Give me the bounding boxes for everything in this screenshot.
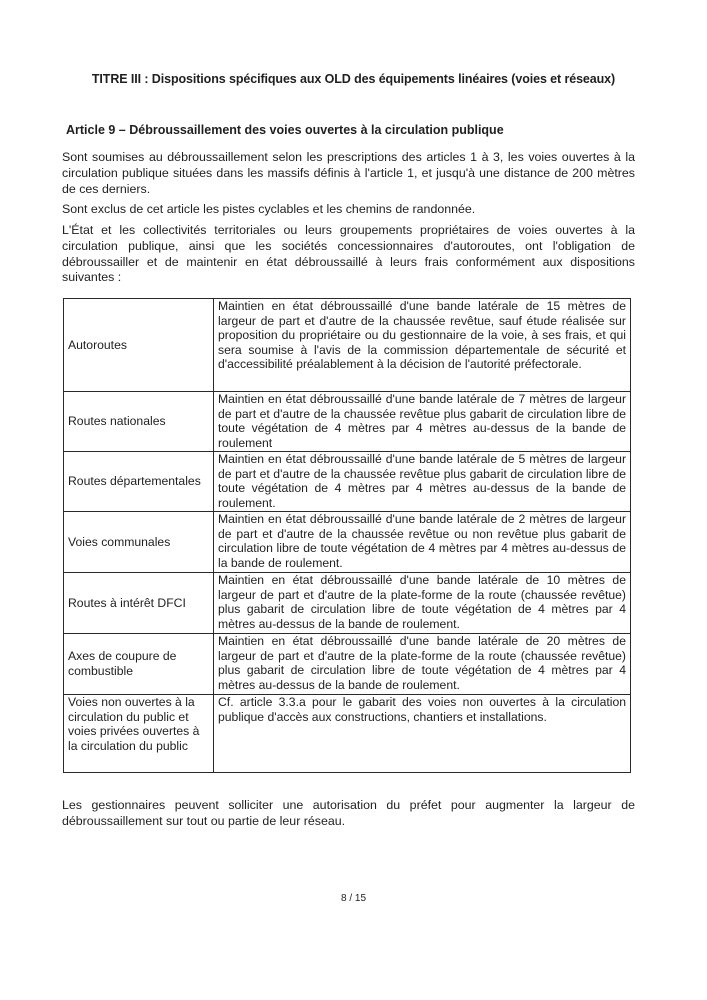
table-row (64, 452, 631, 512)
row-description: Maintien en état débroussaillé d'une bande latérale de 15 mètres de largeur de part et d'autre de la chaussée revêtue, sauf étude réalisée sur proposition du propriétaire ou du gestionnaire de la voie, à ses frais, et qui sera soumise à l'avis de la commission départementale de sécurité et d'accessibilité préalablement à la décision de l'autorité préfectorale. (214, 299, 631, 392)
row-category: Routes à intérêt DFCI (64, 573, 214, 634)
row-category: Routes départementales (64, 452, 214, 512)
table-row (64, 695, 631, 773)
section-title: TITRE III : Dispositions spécifiques aux OLD des équipements linéaires (voies et réseaux) (91, 72, 616, 86)
table-row (64, 299, 631, 392)
row-description: Maintien en état débroussaillé d'une bande latérale de 2 mètres de largeur de part et d'autre de la chaussée revêtue ou non revêtue plus gabarit de circulation libre de toute végétation de 4 mètres par 4 mètres au-dessus de la bande de roulement. (214, 512, 631, 573)
row-description: Maintien en état débroussaillé d'une bande latérale de 5 mètres de largeur de part et d'autre de la chaussée revêtue plus gabarit de circulation libre de toute végétation de 4 mètres par 4 mètres au-dessus de la bande de roulement. (214, 452, 631, 512)
table-row (64, 512, 631, 573)
road-clearing-table (63, 298, 631, 773)
row-description: Maintien en état débroussaillé d'une bande latérale de 20 mètres de largeur de part et d'autre de la plate-forme de la route (chaussée revêtue) plus gabarit de circulation libre de toute végétation de 4 mètres par 4 mètres au-dessus de la bande de roulement. (214, 634, 631, 695)
row-category: Autoroutes (64, 299, 214, 392)
row-category: Voies non ouvertes à la circulation du public et voies privées ouvertes à la circulation du public (64, 695, 214, 773)
row-description: Cf. article 3.3.a pour le gabarit des voies non ouvertes à la circulation publique d'accès aux constructions, chantiers et installations. (214, 695, 631, 773)
row-category: Routes nationales (64, 392, 214, 452)
page-number: 8 / 15 (340, 893, 367, 904)
row-category: Voies communales (64, 512, 214, 573)
row-description: Maintien en état débroussaillé d'une bande latérale de 7 mètres de largeur de part et d'autre de la chaussée revêtue plus gabarit de circulation libre de toute végétation de 4 mètres par 4 mètres au-dessus de la bande de roulement (214, 392, 631, 452)
table-row (64, 392, 631, 452)
footer-note: Les gestionnaires peuvent solliciter une autorisation du préfet pour augmenter la largeur de débroussaillement sur tout ou partie de leur réseau. (62, 798, 635, 828)
article-heading: Article 9 – Débroussaillement des voies ouvertes à la circulation publique (66, 123, 504, 137)
row-description: Maintien en état débroussaillé d'une bande latérale de 10 mètres de largeur de part et d'autre de la plate-forme de la route (chaussée revêtue) plus gabarit de circulation libre de toute végétation de 4 mètres par 4 mètres au-dessus de la bande de roulement. (214, 573, 631, 634)
paragraph-scope: Sont soumises au débroussaillement selon les prescriptions des articles 1 à 3, les voies ouvertes à la circulation publique situées dans les massifs définis à l'article 1, et jusqu'à une distance de 200 mètres de ces derniers. (62, 150, 635, 196)
paragraph-obligations: L'État et les collectivités territoriales ou leurs groupements propriétaires de voies ouvertes à la circulation publique, ainsi que les sociétés concessionnaires d'autoroutes, ont l'obligation de débroussailler et de maintenir en état débroussaillé à leurs frais conformément aux dispositions suivantes : (62, 223, 635, 285)
row-category: Axes de coupure de combustible (64, 634, 214, 695)
table-row (64, 634, 631, 695)
table-row (64, 573, 631, 634)
paragraph-exclusions: Sont exclus de cet article les pistes cyclables et les chemins de randonnée. (62, 202, 476, 216)
